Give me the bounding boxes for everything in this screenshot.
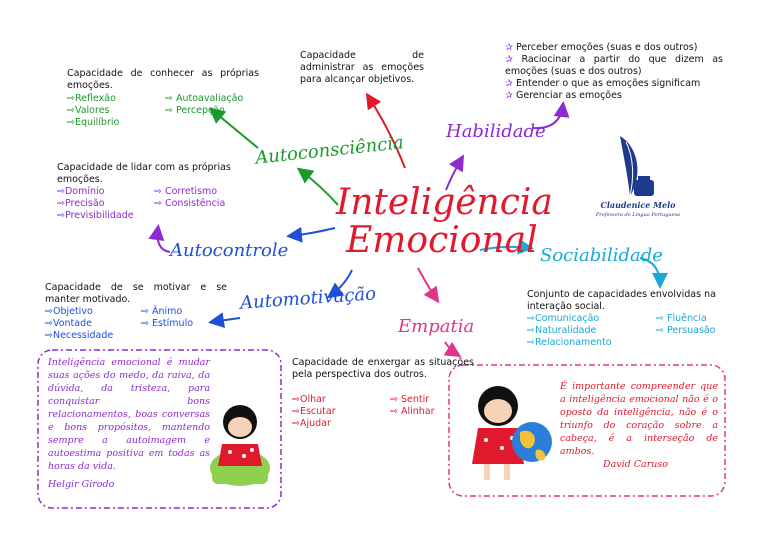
list-item-text: Entender o que as emoções significam [516,78,701,89]
list-item: ⇨Valores [67,105,110,116]
list-item: ⇨ Sentir [390,394,430,405]
autocontrole-items-left [57,186,134,222]
list-item [505,42,723,54]
list-item: ⇨ Autoavaliação [165,93,244,104]
autoconsciencia-items-right [165,93,243,117]
list-item: ⇨ Persuasão [656,325,716,336]
list-item: ⇨Ajudar [292,418,331,429]
list-item: ⇨ Consistência [154,198,226,209]
autocontrole-description: Capacidade de lidar com as próprias emoções. [57,162,231,185]
list-item: ⇨ Ânimo [141,306,183,317]
list-item: ⇨Necessidade [45,330,114,341]
quote-right-author: David Caruso [603,459,668,470]
logo-subtitle: Professora de Língua Portuguesa [595,212,681,218]
list-item: ⇨Comunicação [527,313,600,324]
habilidade-top-description: Capacidade de administrar as emoções para alcançar objetivos. [300,50,424,85]
arrow-autocontrole-left [158,228,171,252]
star-icon: ✰ [505,90,513,101]
list-item: ⇨Olhar [292,394,326,405]
label-autocontrole: Autocontrole [170,240,289,261]
automotivacao-items-right [141,306,193,330]
list-item-text: Perceber emoções (suas e dos outros) [516,42,698,53]
center-title-line1: Inteligência [336,182,553,223]
empatia-items-right [390,394,435,418]
arrow-to-autoconsciencia [300,170,338,205]
list-item: ⇨Naturalidade [527,325,597,336]
list-item: ⇨Previsibilidade [57,210,134,221]
list-item [505,90,723,102]
center-title-line2: Emocional [346,220,538,261]
label-empatia: Empatia [398,316,475,337]
list-item: ⇨Relacionamento [527,337,612,348]
autoconsciencia-description: Capacidade de conhecer as próprias emoções. [67,68,259,91]
list-item-text: Gerenciar as emoções [516,90,622,101]
automotivacao-items-left [45,306,113,342]
arrow-to-autocontrole [290,228,335,236]
star-icon: ✰ [505,42,513,53]
label-autoconsciencia: Autoconsciência [254,132,405,169]
automotivacao-description: Capacidade de se motivar e se manter motivado. [45,282,227,305]
list-item: ⇨ Percepção [165,105,225,116]
quote-left-author: Helgir Girodo [48,479,115,490]
list-item: ⇨Escutar [292,406,336,417]
label-sociabilidade: Sociabilidade [540,245,663,266]
autocontrole-items-right [154,186,225,210]
girl-globe-illustration [458,378,558,488]
list-item: ⇨ Alinhar [390,406,435,417]
list-item: ⇨ Fluência [656,313,707,324]
empatia-items-left [292,394,336,430]
arrow-to-empatia [418,268,437,300]
list-item: ⇨ Estímulo [141,318,194,329]
list-item: ⇨Domínio [57,186,105,197]
star-icon: ✰ [505,78,513,89]
list-item: ⇨Precisão [57,198,105,209]
arrow-empatia-down [445,342,458,355]
sociabilidade-items-right [656,313,716,337]
girl-sitting-illustration [200,400,280,490]
list-item: ⇨ Corretismo [154,186,218,197]
label-habilidade: Habilidade [446,121,546,142]
label-automotivacao: Automotivação [239,283,377,314]
star-icon: ✰ [505,54,513,65]
sociabilidade-description: Conjunto de capacidades envolvidas na interação social. [527,289,716,312]
list-item: ⇨Vontade [45,318,92,329]
logo [595,128,681,228]
list-item: ⇨Objetivo [45,306,93,317]
arrow-automotivacao-down [212,318,240,322]
list-item-text: Raciocinar a partir do que dizem as emoções (suas e dos outros) [505,54,723,77]
list-item: ⇨Equilíbrio [67,117,120,128]
quote-left-text: Inteligência emocional é mudar suas ações do medo, da raiva, da dúvida, da tristeza, para conquistar bons relacionamentos, boas conversas e bons propósitos, mantendo sempre a autoimagem e autoestima positiva em todas as horas da vida. [48,357,210,472]
autoconsciencia-items-left [67,93,119,129]
habilidade-items [505,42,723,102]
quote-right-text: É importante compreender que a inteligência emocional não é o oposto da inteligência, não é o triunfo do coração sobre a cabeça, é a interseção de ambos. [560,381,718,457]
empatia-description: Capacidade de enxergar as situações pela perspectiva dos outros. [292,357,474,380]
list-item: ⇨Reflexão [67,93,116,104]
sociabilidade-items-left [527,313,612,349]
list-item [505,54,723,78]
logo-name: Claudenice Melo [600,200,676,210]
list-item [505,78,723,90]
